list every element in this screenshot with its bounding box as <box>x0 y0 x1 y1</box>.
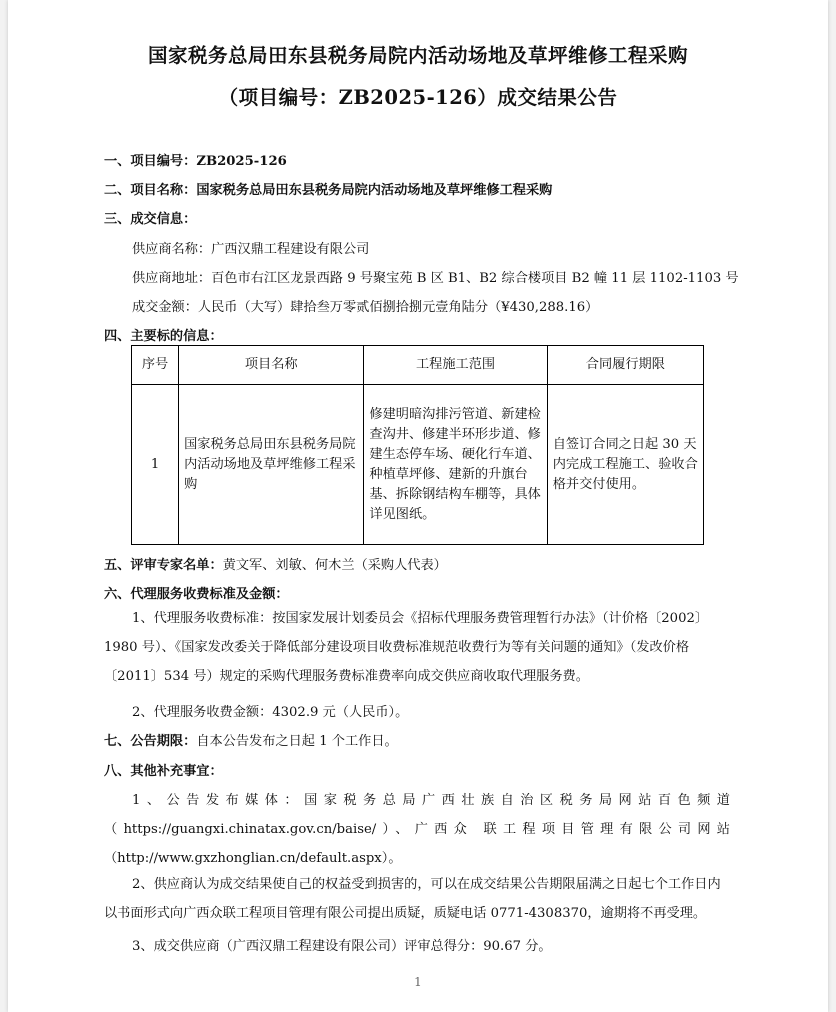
section-deal-info-heading: 三、成交信息： <box>104 212 197 227</box>
section-label: 二、项目名称： <box>104 183 197 198</box>
section-label: 七、公告期限： <box>104 734 197 749</box>
table-header-cell: 序号 <box>132 346 179 385</box>
table-header-cell: 项目名称 <box>179 346 364 385</box>
page-number: 1 <box>414 975 422 989</box>
table-header-row <box>132 346 704 385</box>
row-project-name: 国家税务总局田东县税务局院内活动场地及草坪维修工程采购 <box>179 385 364 545</box>
section-project-number <box>104 150 287 169</box>
project-name-value: 国家税务总局田东县税务局院内活动场地及草坪维修工程采购 <box>196 183 553 198</box>
publish-media-line1: 1、公告发布媒体：国家税务总局广西壮族自治区税务局网站百色频道 <box>132 793 730 808</box>
table-header-cell: 工程施工范围 <box>364 346 547 385</box>
project-number-value: ZB2025-126 <box>196 154 287 169</box>
deal-amount: 成交金额：人民币（大写）肆拾叁万零贰佰捌拾捌元壹角陆分（¥430,288.16） <box>132 300 599 315</box>
objection-paragraph: 2、供应商认为成交结果使自己的权益受到损害的，可以在成交结果公告期限届满之日起七个工作日内以书面形式向广西众联工程项目管理有限公司提出质疑，质疑电话 0771-4308370，逾期将不再受理。 <box>104 877 721 921</box>
row-construction-scope: 修建明暗沟排污管道、新建检查沟井、修建半环形步道、修建生态停车场、硬化行车道、种植草坪修、建新的升旗台基、拆除钢结构车棚等，具体详见图纸。 <box>364 385 547 545</box>
section-main-subject-heading: 四、主要标的信息： <box>104 329 223 344</box>
publish-media-line3: （http://www.gxzhonglian.cn/default.aspx）。 <box>104 851 402 866</box>
agency-fee-amount: 2、代理服务收费金额：4302.9 元（人民币）。 <box>132 705 409 720</box>
document-title-line2: （项目编号：ZB2025-126）成交结果公告 <box>218 86 618 109</box>
document-title-line1: 国家税务总局田东县税务局院内活动场地及草坪维修工程采购 <box>147 44 688 67</box>
winning-score: 3、成交供应商（广西汉鼎工程建设有限公司）评审总得分：90.67 分。 <box>132 939 552 954</box>
row-contract-term: 自签订合同之日起 30 天内完成工程施工、验收合格并交付使用。 <box>547 385 703 545</box>
section-label: 五、评审专家名单： <box>104 558 223 573</box>
section-notice-period <box>104 730 398 749</box>
section-label: 一、项目编号： <box>104 154 197 169</box>
section-experts <box>104 554 447 573</box>
section-agency-fee-heading: 六、代理服务收费标准及金额： <box>104 587 289 602</box>
table-header-cell: 合同履行期限 <box>547 346 703 385</box>
publish-media-line2: （https://guangxi.chinatax.gov.cn/baise/）、广西众 联工程项目管理有限公司网站 <box>104 822 730 837</box>
supplier-address: 供应商地址：百色市右江区龙景西路 9 号聚宝苑 B 区 B1、B2 综合楼项目 B2 幢 11 层 1102-1103 号 <box>132 271 739 286</box>
agency-fee-standard-paragraph: 1、代理服务收费标准：按国家发展计划委员会《招标代理服务费管理暂行办法》（计价格〔2002〕1980 号）、《国家发改委关于降低部分建设项目收费标准规范收费行为等有关问题的通知》（发改价格〔2011〕534 号）规定的采购代理服务费标准费率向成交供应商收取代理服务费。 <box>104 611 709 684</box>
experts-value: 黄文军、刘敏、何木兰（采购人代表） <box>222 558 447 573</box>
row-number: 1 <box>132 385 179 545</box>
notice-period-value: 自本公告发布之日起 1 个工作日。 <box>196 734 398 749</box>
section-other-matters-heading: 八、其他补充事宜： <box>104 764 223 779</box>
section-project-name <box>104 179 552 198</box>
subject-table <box>131 345 704 545</box>
table-row <box>132 385 704 545</box>
supplier-name: 供应商名称：广西汉鼎工程建设有限公司 <box>132 242 370 257</box>
